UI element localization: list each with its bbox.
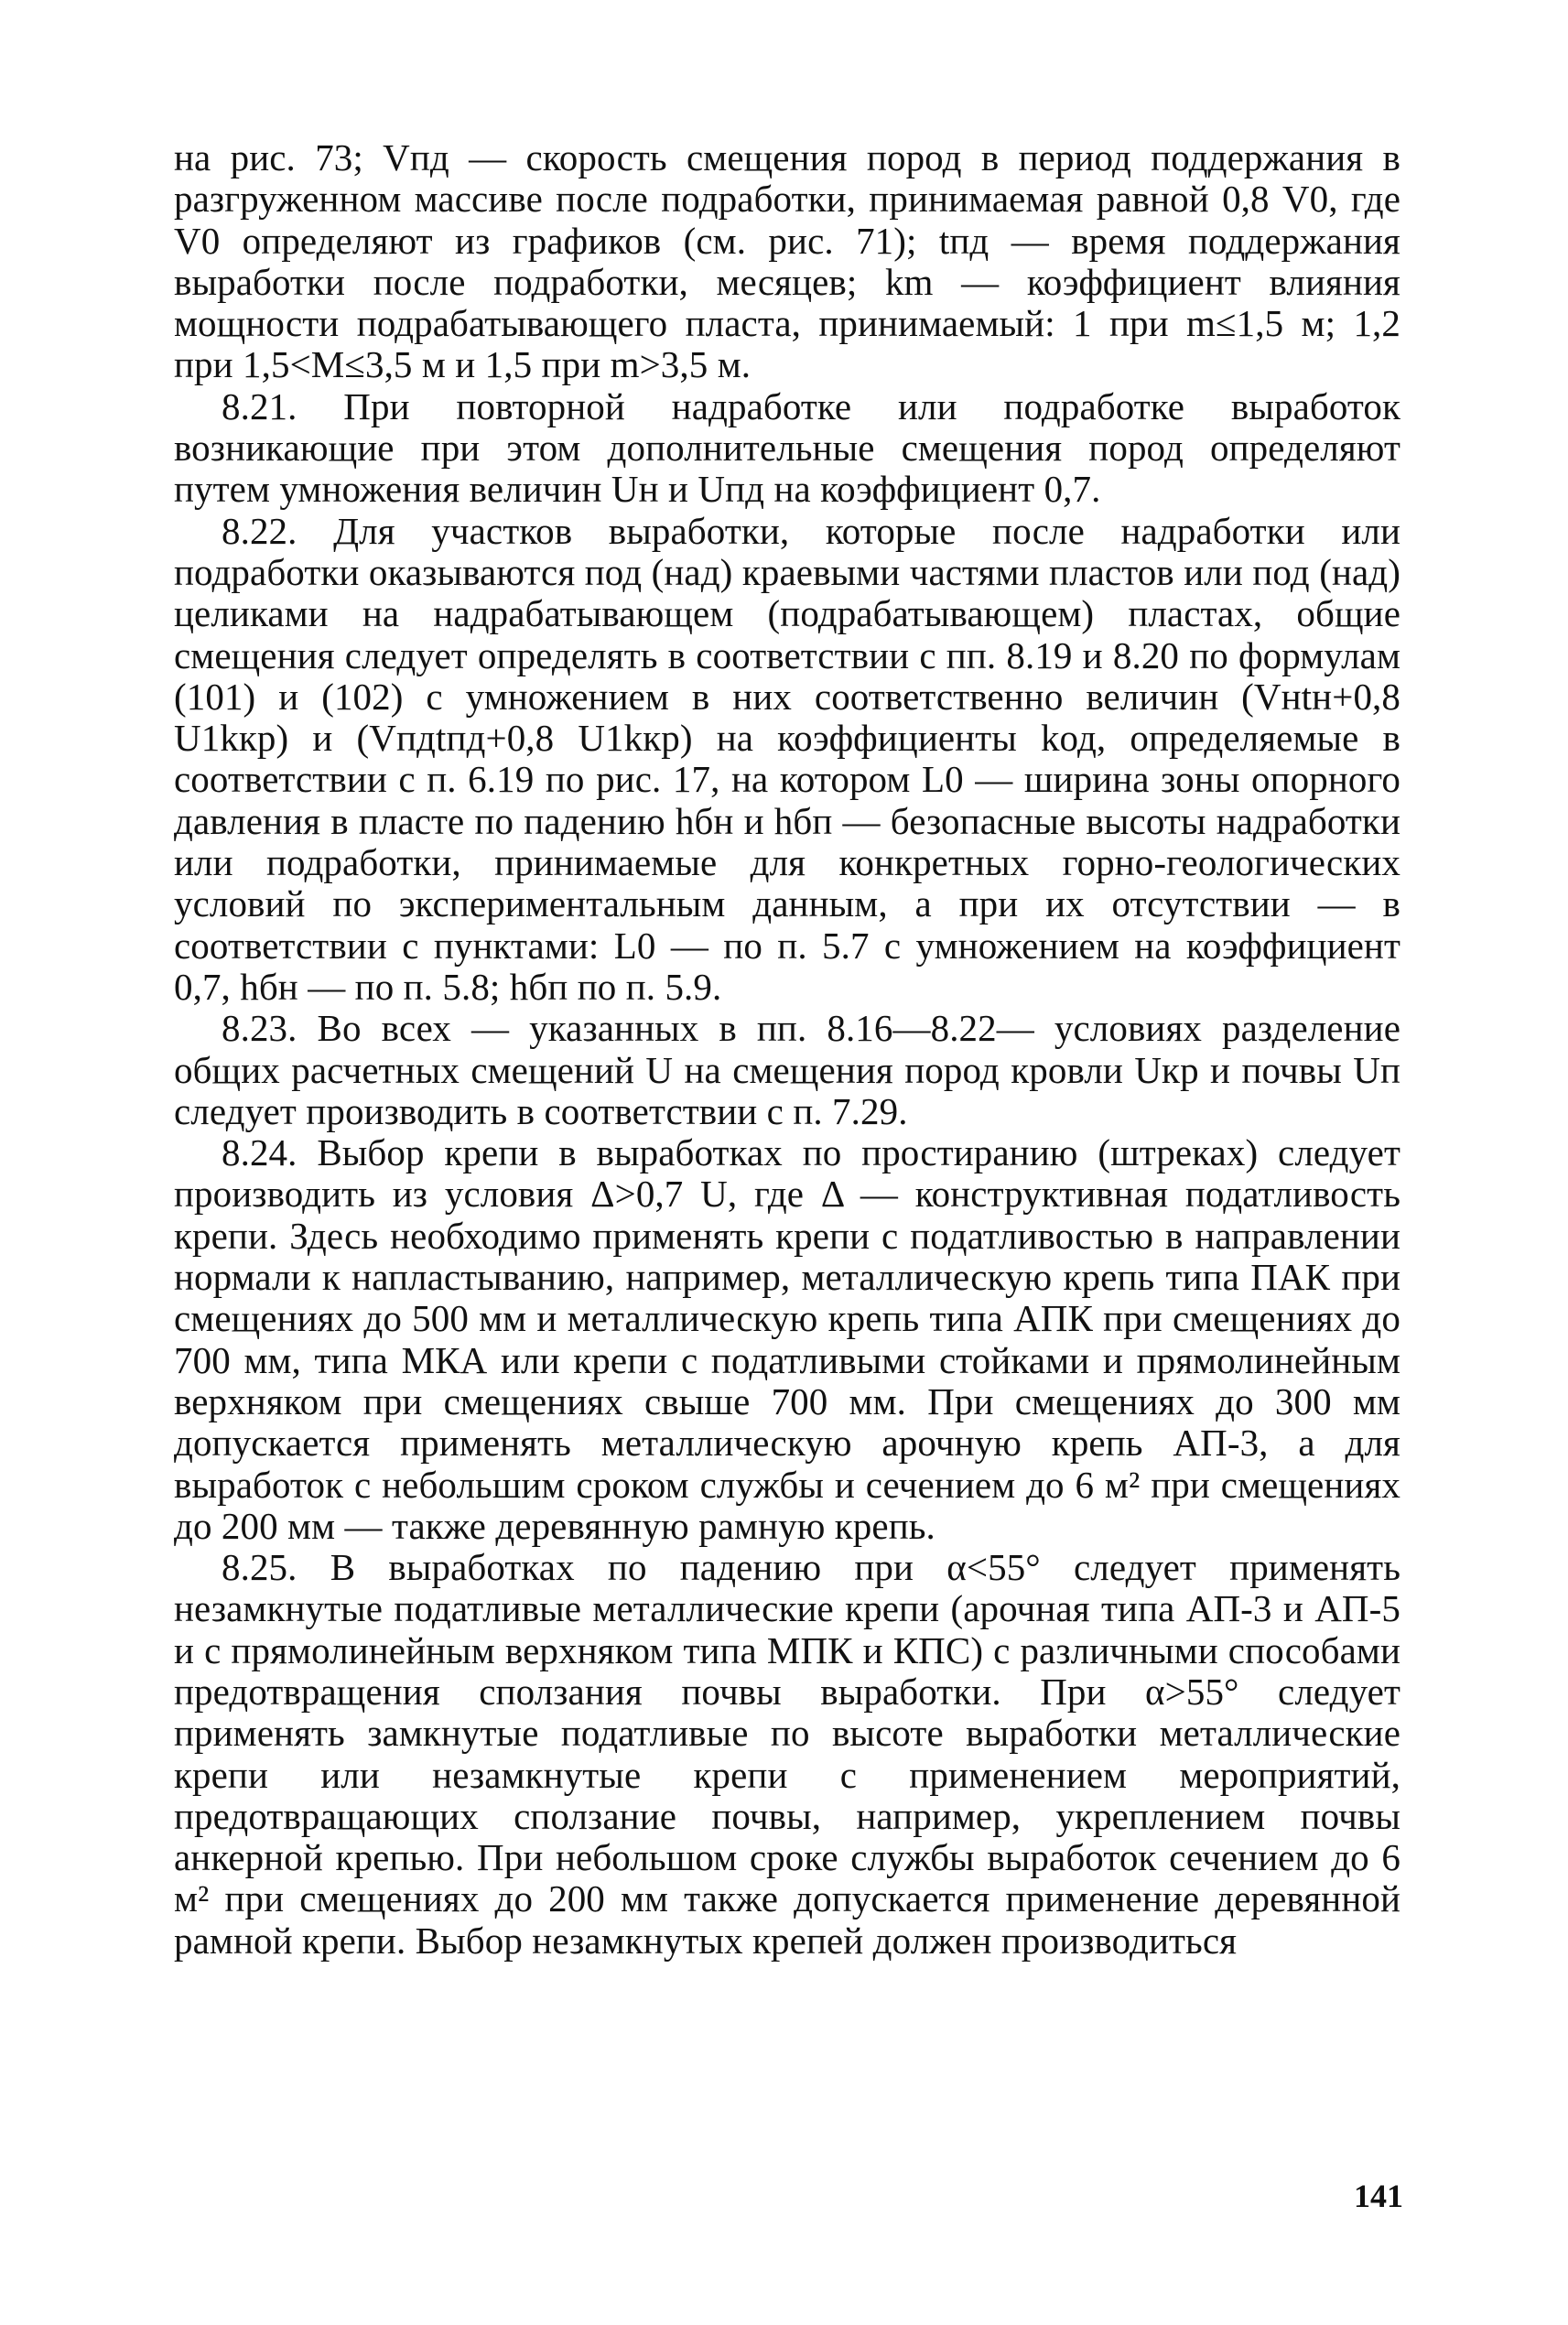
paragraph-continuation: на рис. 73; Vпд — скорость смещения пород в период поддержания в разгруженном массиве после подработки, принимаемая равной 0,8 V0, где V0 определяют из графиков (см. рис. 71); tпд — время поддержания выработки после подработки, месяцев; km — коэффициент влияния мощности подрабатывающего пласта, принимаемый: 1 при m≤1,5 м; 1,2 при 1,5<M≤3,5 м и 1,5 при m>3,5 м. [174, 136, 1400, 386]
paragraph-8-24: 8.24. Выбор крепи в выработках по простиранию (штреках) следует производить из условия Δ>0,7 U, где Δ — конструктивная податливость крепи. Здесь необходимо применять крепи с податливостью в направлении нормали к напластыванию, например, металлическую крепь типа ПАК при смещениях до 500 мм и металлическую крепь типа АПК при смещениях до 700 мм, типа МКА или крепи с податливыми стойками и прямолинейным верхняком при смещениях свыше 700 мм. При смещениях до 300 мм допускается применять металлическую арочную крепь АП-3, а для выработок с небольшим сроком службы и сечением до 6 м² при смещениях до 200 мм — также деревянную рамную крепь. [174, 1131, 1400, 1547]
document-page [174, 137, 1400, 2243]
page-number: 141 [1354, 2178, 1403, 2214]
paragraph-8-22: 8.22. Для участков выработки, которые после надработки или подработки оказываются под (над) краевыми частями пластов или под (над) целиками на надрабатывающем (подрабатывающем) пластах, общие смещения следует определять в соответствии с пп. 8.19 и 8.20 по формулам (101) и (102) с умножением в них соответственно величин (Vнtн+0,8 U1kкр) и (Vпдtпд+0,8 U1kкр) на коэффициенты kод, определяемые в соответствии с п. 6.19 по рис. 17, на котором L0 — ширина зоны опорного давления в пласте по падению hбн и hбп — безопасные высоты надработки или подработки, принимаемые для конкретных горно-геологических условий по экспериментальным данным, а при их отсутствии — в соответствии с пунктами: L0 — по п. 5.7 с умножением на коэффициент 0,7, hбн — по п. 5.8; hбп по п. 5.9. [174, 509, 1400, 1008]
paragraph-8-21: 8.21. При повторной надработке или подработке выработок возникающие при этом дополнительные смещения пород определяют путем умножения величин Uн и Uпд на коэффициент 0,7. [174, 384, 1400, 511]
paragraph-8-25: 8.25. В выработках по падению при α<55° следует применять незамкнутые податливые металлические крепи (арочная типа АП-3 и АП-5 и с прямолинейным верхняком типа МПК и КПС) с различными способами предотвращения сползания почвы выработки. При α>55° следует применять замкнутые податливые по высоте выработки металлические крепи или незамкнутые крепи с применением мероприятий, предотвращающих сползание почвы, например, укреплением почвы анкерной крепью. При небольшом сроке службы выработок сечением до 6 м² при смещениях до 200 мм также допускается применение деревянной рамной крепи. Выбор незамкнутых крепей должен производиться [174, 1546, 1400, 1962]
body-text [174, 137, 1400, 1962]
paragraph-8-23: 8.23. Во всех — указанных в пп. 8.16—8.22— условиях разделение общих расчетных смещений U на смещения пород кровли Uкр и почвы Uп следует производить в соответствии с п. 7.29. [174, 1007, 1400, 1132]
